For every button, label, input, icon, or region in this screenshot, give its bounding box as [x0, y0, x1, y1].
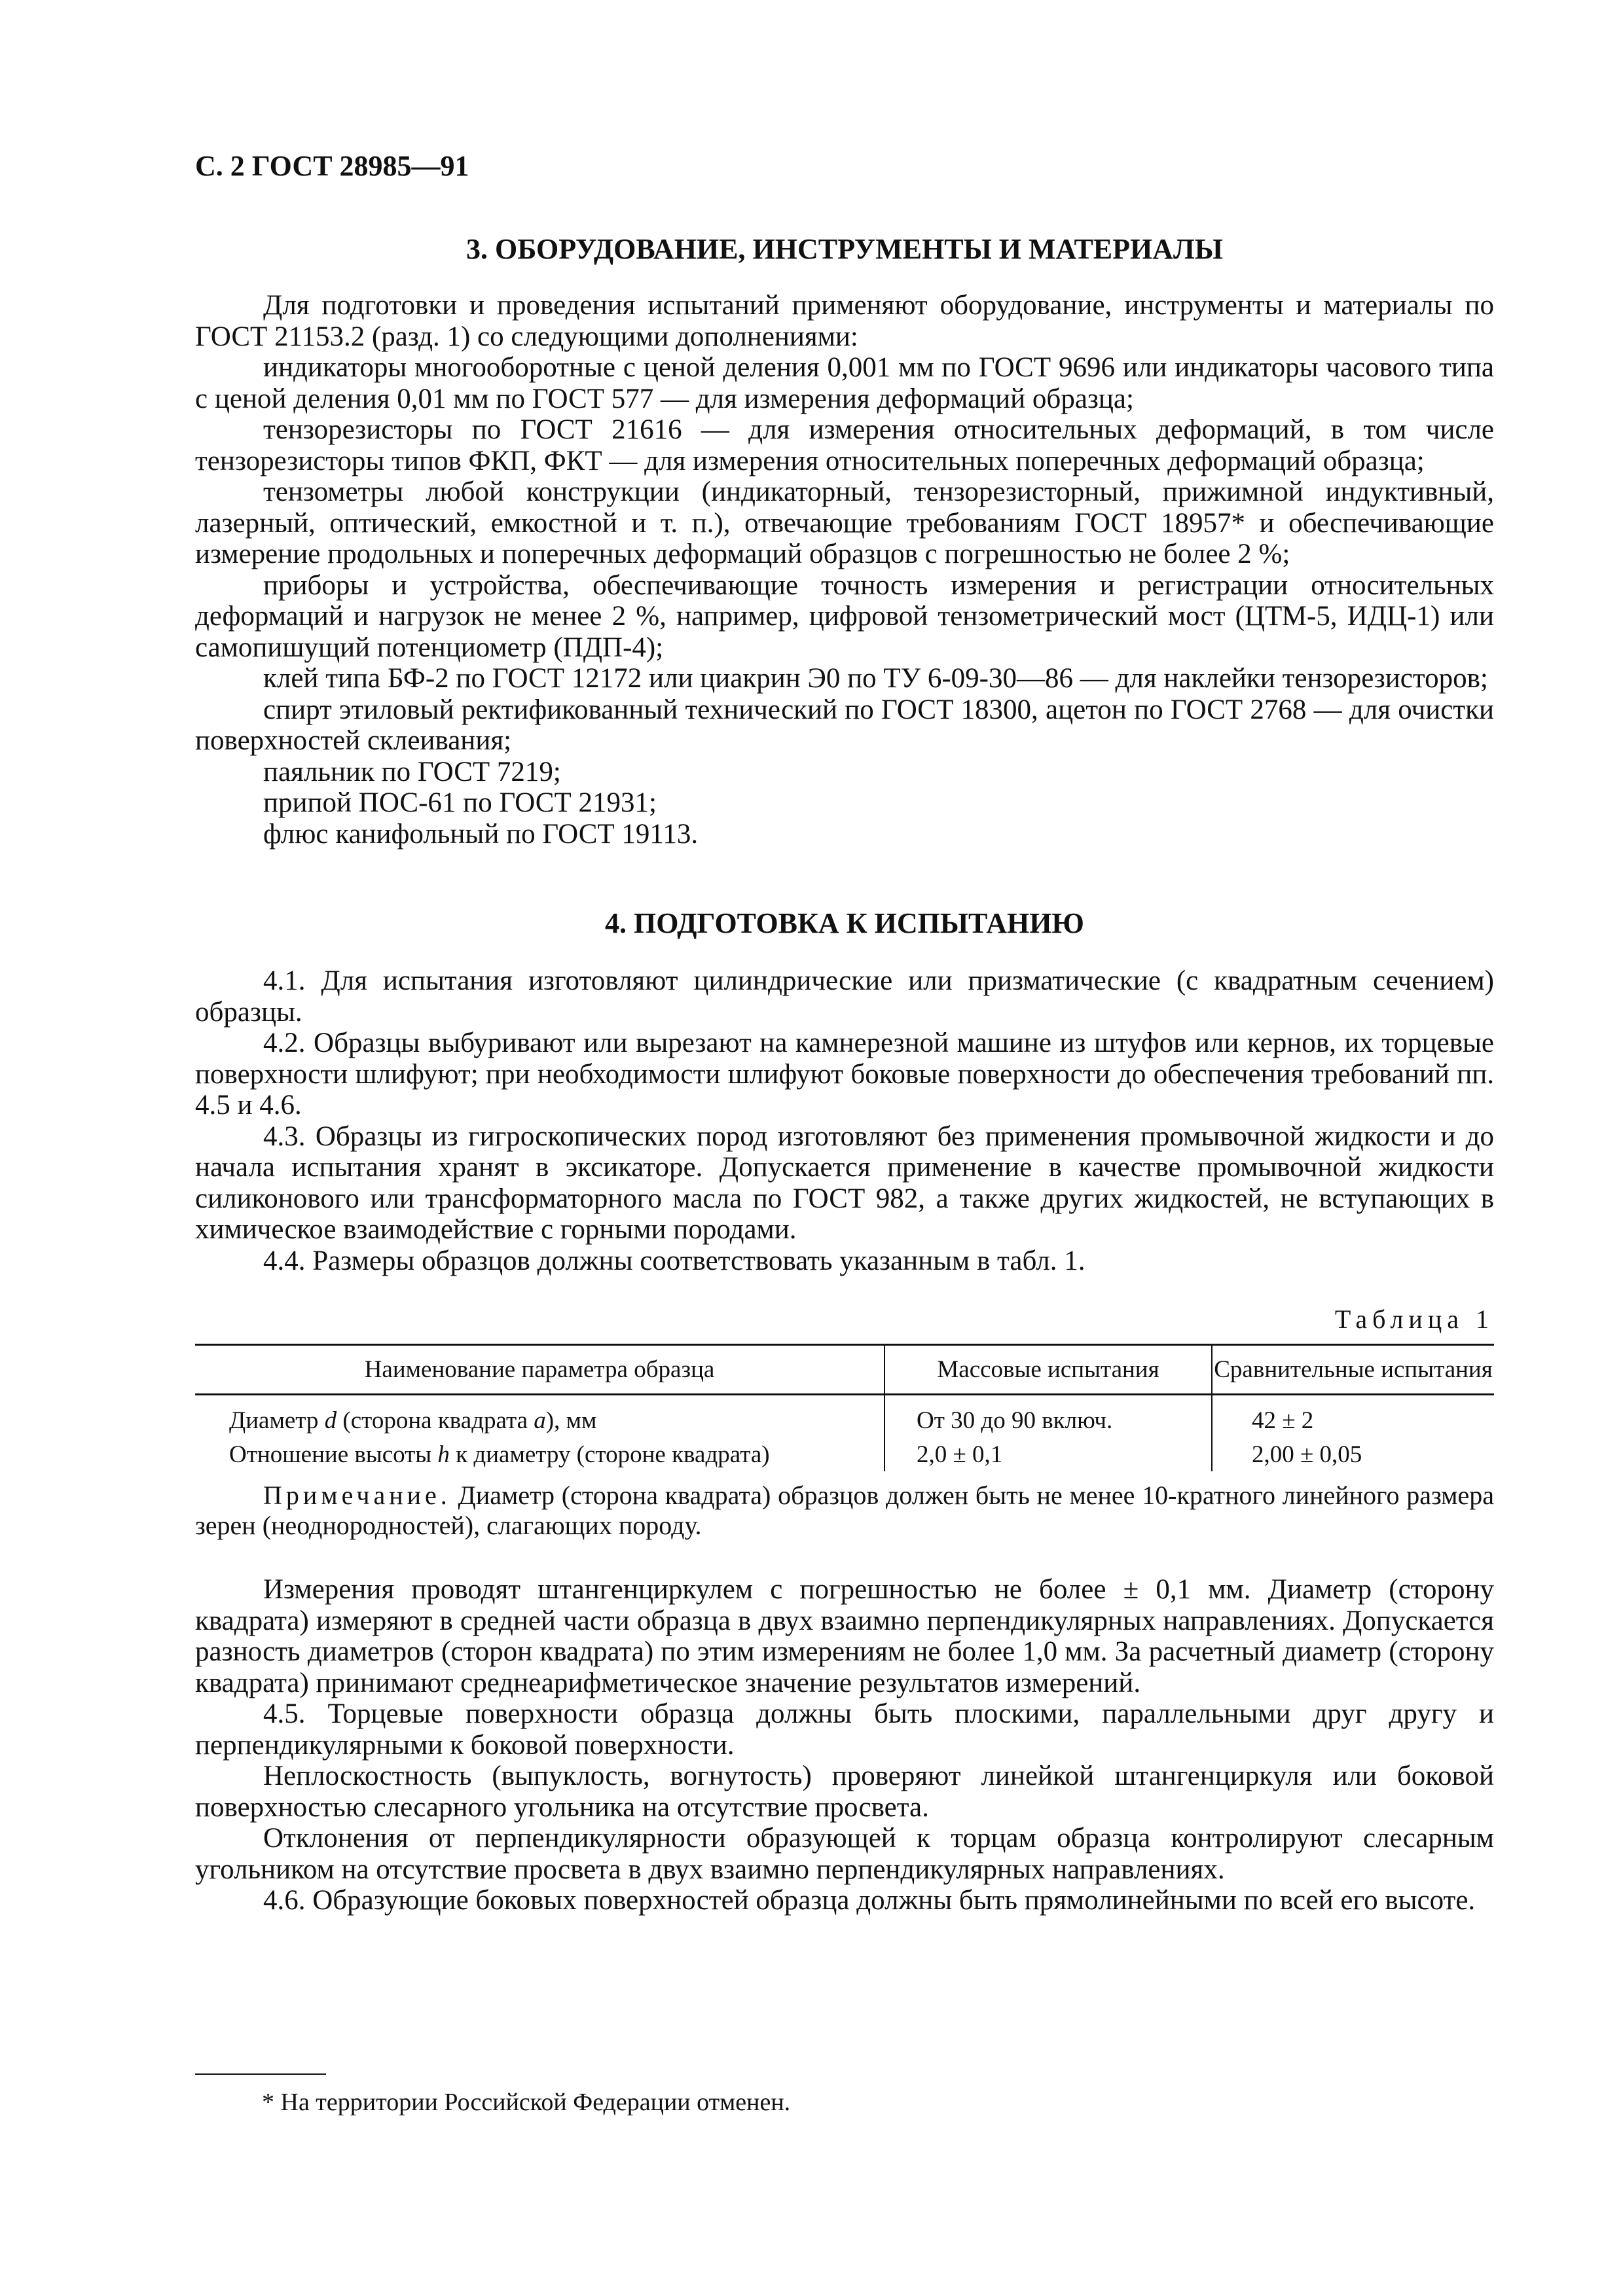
paragraph: клей типа БФ-2 по ГОСТ 12172 или циакрин Э0 по ТУ 6-09-30—86 — для наклейки тензорезисторов;	[263, 663, 1488, 694]
paragraph: тензометры любой конструкции (индикаторный, тензорезисторный, прижимной индуктивный, лазерный, оптический, емкостной и т. п.), отвечающие требованиям ГОСТ 18957* и обеспечивающие измерение продольных и поперечных деформаций образцов с погрешностью не более 2 %;	[195, 476, 1494, 569]
paragraph: припой ПОС-61 по ГОСТ 21931;	[263, 787, 657, 818]
table-label: Таблица 1	[1334, 1304, 1494, 1334]
note-text: Диаметр (сторона квадрата) образцов должен быть не менее 10-кратного линейного размера зерен (неоднородностей), слагающих породу.	[195, 1480, 1494, 1540]
note-label: Примечание.	[263, 1480, 451, 1510]
measurement-body	[195, 1574, 1494, 1916]
table-row	[195, 1395, 1494, 1438]
table-header: Массовые испытания	[884, 1345, 1212, 1395]
page-header: С. 2 ГОСТ 28985—91	[195, 150, 469, 182]
paragraph: 4.4. Размеры образцов должны соответствовать указанным в табл. 1.	[263, 1245, 1085, 1276]
table-header: Наименование параметра образца	[195, 1345, 884, 1395]
paragraph: 4.6. Образующие боковых поверхностей образца должны быть прямолинейными по всей его высоте.	[263, 1885, 1476, 1916]
paragraph: 4.5. Торцевые поверхности образца должны быть плоскими, параллельными друг другу и перпендикулярными к боковой поверхности.	[195, 1698, 1494, 1761]
paragraph: 4.2. Образцы выбуривают или вырезают на камнерезной машине из штуфов или кернов, их торцевые поверхности шлифуют; при необходимости шлифуют боковые поверхности до обеспечения требований пп. 4.5 и 4.6.	[195, 1028, 1494, 1121]
table-row	[195, 1437, 1494, 1471]
paragraph: Отклонения от перпендикулярности образующей к торцам образца контролируют слесарным угольником на отсутствие просвета в двух взаимно перпендикулярных направлениях.	[195, 1823, 1494, 1885]
footnote: * На территории Российской Федерации отменен.	[262, 2089, 791, 2116]
table-cell-parameter: Отношение высоты h к диаметру (стороне квадрата)	[229, 1441, 770, 1468]
section-3-title: 3. ОБОРУДОВАНИЕ, ИНСТРУМЕНТЫ И МАТЕРИАЛЫ	[465, 233, 1224, 265]
paragraph: индикаторы многооборотные с ценой деления 0,001 мм по ГОСТ 9696 или индикаторы часового типа с ценой деления 0,01 мм по ГОСТ 577 — для измерения деформаций образца;	[195, 352, 1494, 414]
section-4-title: 4. ПОДГОТОВКА К ИСПЫТАНИЮ	[605, 907, 1084, 939]
table-cell-mass: 2,0 ± 0,1	[884, 1437, 1212, 1471]
paragraph: Для подготовки и проведения испытаний применяют оборудование, инструменты и материалы по ГОСТ 21153.2 (разд. 1) со следующими дополнениями:	[195, 290, 1494, 352]
section-3-body	[195, 290, 1494, 850]
table-note	[195, 1480, 1494, 1541]
table-cell-comparative: 42 ± 2	[1212, 1395, 1494, 1438]
paragraph: тензорезисторы по ГОСТ 21616 — для измерения относительных деформаций, в том числе тензорезисторы типов ФКП, ФКТ — для измерения относительных поперечных деформаций образца;	[195, 414, 1494, 476]
table-cell-mass: От 30 до 90 включ.	[884, 1395, 1212, 1438]
footnote-divider	[195, 2073, 326, 2075]
paragraph: 4.3. Образцы из гигроскопических пород изготовляют без применения промывочной жидкости и до начала испытания хранят в эксикаторе. Допускается применение в качестве промывочной жидкости силиконового или трансформаторного масла по ГОСТ 982, а также других жидкостей, не вступающих в химическое взаимодействие с горными породами.	[195, 1121, 1494, 1245]
paragraph: флюс канифольный по ГОСТ 19113.	[263, 818, 699, 850]
section-4-body	[195, 965, 1494, 1276]
table-cell-parameter: Диаметр d (сторона квадрата а), мм	[229, 1407, 597, 1434]
paragraph: Измерения проводят штангенциркулем с погрешностью не более ± 0,1 мм. Диаметр (сторону квадрата) измеряют в средней части образца в двух взаимно перпендикулярных направлениях. Допускается разность диаметров (сторон квадрата) по этим измерениям не более 1,0 мм. За расчетный диаметр (сторону квадрата) принимают среднеарифметическое значение результатов измерений.	[195, 1574, 1494, 1698]
table-cell-comparative: 2,00 ± 0,05	[1212, 1437, 1494, 1471]
table-1	[195, 1344, 1494, 1471]
paragraph: паяльник по ГОСТ 7219;	[263, 756, 561, 787]
table-header: Сравнительные испытания	[1212, 1345, 1494, 1395]
paragraph: Неплоскостность (выпуклость, вогнутость) проверяют линейкой штангенциркуля или боковой поверхностью слесарного угольника на отсутствие просвета.	[195, 1761, 1494, 1823]
paragraph: приборы и устройства, обеспечивающие точность измерения и регистрации относительных деформаций и нагрузок не менее 2 %, например, цифровой тензометрический мост (ЦТМ-5, ИДЦ-1) или самопишущий потенциометр (ПДП-4);	[195, 569, 1494, 663]
paragraph: 4.1. Для испытания изготовляют цилиндрические или призматические (с квадратным сечением) образцы.	[195, 965, 1494, 1028]
paragraph: спирт этиловый ректификованный технический по ГОСТ 18300, ацетон по ГОСТ 2768 — для очистки поверхностей склеивания;	[195, 694, 1494, 756]
